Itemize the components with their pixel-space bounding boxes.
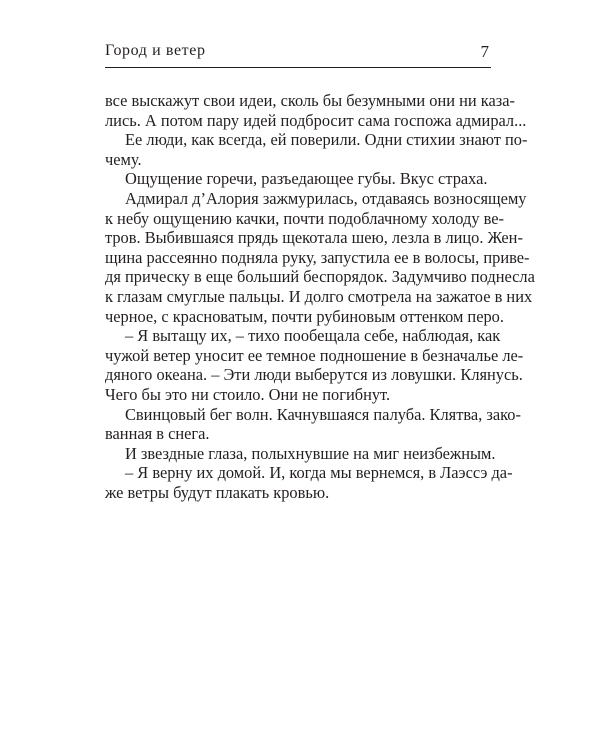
text-line: все выскажут свои идеи, сколь бы безумными они ни каза- — [105, 91, 515, 110]
text-line: – Я вытащу их, – тихо пообещала себе, наблюдая, как — [125, 326, 501, 346]
text-line: Ощущение горечи, разъедающее губы. Вкус страха. — [125, 169, 488, 189]
text-line: чужой ветер уносит ее темное подношение в безначалье ле- — [105, 345, 524, 365]
text-line: Чего бы это ни стоило. Они не погибнут. — [105, 384, 391, 404]
text-line: дя прическу в еще больший беспорядок. Задумчиво поднесла — [105, 267, 535, 287]
text-line: ванная в снега. — [105, 424, 210, 444]
text-line: Адмирал д’Алория зажмурилась, отдаваясь возносящему — [125, 188, 527, 208]
text-line: к глазам смуглые пальцы. И долго смотрела на зажатое в них — [105, 286, 533, 306]
page-number: 7 — [480, 42, 489, 61]
text-line: лись. А потом пару идей подбросит сама госпожа адмирал... — [105, 110, 527, 130]
text-line: Свинцовый бег волн. Качнувшаяся палуба. Клятва, зако- — [125, 404, 521, 424]
text-line: Ее люди, как всегда, ей поверили. Одни стихии знают по- — [125, 130, 528, 150]
text-line: к небу ощущению качки, почти подоблачному холоду ве- — [105, 208, 505, 228]
text-line: – Я верну их домой. И, когда мы вернемся, в Лаэссэ да- — [125, 463, 513, 483]
page-header — [105, 40, 491, 64]
text-line: черное, с красноватым, почти рубиновым оттенком перо. — [105, 306, 504, 326]
header-rule — [105, 67, 491, 68]
text-line: щина рассеянно подняла руку, запустила ее в волосы, приве- — [105, 247, 530, 267]
body-text — [105, 91, 535, 502]
text-line: чему. — [105, 149, 142, 169]
running-title: Город и ветер — [105, 42, 206, 59]
text-line: же ветры будут плакать кровью. — [105, 482, 330, 502]
text-line: дяного океана. – Эти люди выберутся из ловушки. Клянусь. — [105, 365, 523, 385]
text-line: И звездные глаза, полыхнувшие на миг неизбежным. — [125, 443, 496, 463]
text-line: тров. Выбившаяся прядь щекотала шею, лезла в лицо. Жен- — [105, 228, 523, 248]
